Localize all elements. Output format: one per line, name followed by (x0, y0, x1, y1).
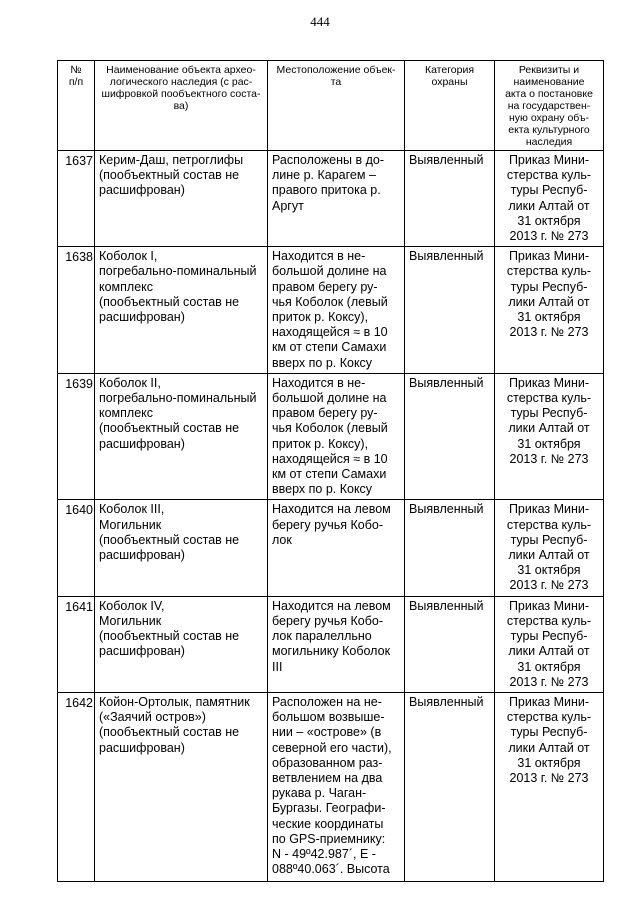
protection-category: Выявленный (405, 500, 495, 596)
row-number: 1640 (58, 500, 95, 596)
header-num: № п/п (58, 61, 95, 151)
row-number: 1638 (58, 247, 95, 374)
header-location: Местоположение объек- та (268, 61, 405, 151)
row-number: 1642 (58, 692, 95, 881)
header-name: Наименование объекта архео- логического наследия (с рас- шифровкой пообъектного соста- ва) (95, 61, 268, 151)
header-category: Категория охраны (405, 61, 495, 151)
protection-act: Приказ Мини- стерства куль- туры Респуб- лики Алтай от 31 октября 2013 г. № 273 (495, 247, 604, 374)
protection-act: Приказ Мини- стерства куль- туры Респуб- лики Алтай от 31 октября 2013 г. № 273 (495, 596, 604, 692)
protection-act: Приказ Мини- стерства куль- туры Респуб- лики Алтай от 31 октября 2013 г. № 273 (495, 373, 604, 500)
object-location: Находится на левом берегу ручья Кобо- лок паралелльно могильнику Коболок III (268, 596, 405, 692)
object-location: Находится на левом берегу ручья Кобо- лок (268, 500, 405, 596)
object-location: Находится в не- большой долине на правом берегу ру- чья Коболок (левый приток р. Коксу), находящейся ≈ в 10 км от степи Самахи вверх по р. Коксу (268, 247, 405, 374)
object-location: Расположен на не- большом возвыше- нии – «острове» (в северной его части), образованном раз- ветвлением на два рукава р. Чаган- Бургазы. Географи- ческие координаты по GPS-приемнику: N - 49º42.987´, E - 088º40.063´. Высота (268, 692, 405, 881)
object-location: Расположены в до- лине р. Карагем – правого притока р. Аргут (268, 151, 405, 247)
table-row (58, 373, 604, 500)
page-number: 444 (310, 14, 330, 29)
protection-category: Выявленный (405, 373, 495, 500)
heritage-registry-table (57, 60, 604, 882)
protection-category: Выявленный (405, 247, 495, 374)
table-header-row (58, 61, 604, 151)
header-act: Реквизиты и наименование акта о постановке на государствен- ную охрану объ- екта культурного наследия (495, 61, 604, 151)
object-location: Находится в не- большой долине на правом берегу ру- чья Коболок (левый приток р. Коксу), находящейся ≈ в 10 км от степи Самахи вверх по р. Коксу (268, 373, 405, 500)
protection-act: Приказ Мини- стерства куль- туры Респуб- лики Алтай от 31 октября 2013 г. № 273 (495, 151, 604, 247)
table-row (58, 151, 604, 247)
object-name: Коболок II, погребально-поминальный комплекс (пообъектный состав не расшифрован) (95, 373, 268, 500)
protection-category: Выявленный (405, 596, 495, 692)
table-row (58, 247, 604, 374)
table-row (58, 596, 604, 692)
object-name: Коболок I, погребально-поминальный комплекс (пообъектный состав не расшифрован) (95, 247, 268, 374)
protection-act: Приказ Мини- стерства куль- туры Респуб- лики Алтай от 31 октября 2013 г. № 273 (495, 500, 604, 596)
row-number: 1639 (58, 373, 95, 500)
row-number: 1637 (58, 151, 95, 247)
object-name: Койон-Ортолык, памятник («Заячий остров») (пообъектный состав не расшифрован) (95, 692, 268, 881)
object-name: Коболок III, Могильник (пообъектный состав не расшифрован) (95, 500, 268, 596)
protection-category: Выявленный (405, 151, 495, 247)
table-row (58, 500, 604, 596)
row-number: 1641 (58, 596, 95, 692)
protection-act: Приказ Мини- стерства куль- туры Респуб- лики Алтай от 31 октября 2013 г. № 273 (495, 692, 604, 881)
object-name: Керим-Даш, петроглифы (пообъектный состав не расшифрован) (95, 151, 268, 247)
object-name: Коболок IV, Могильник (пообъектный состав не расшифрован) (95, 596, 268, 692)
protection-category: Выявленный (405, 692, 495, 881)
table-row (58, 692, 604, 881)
